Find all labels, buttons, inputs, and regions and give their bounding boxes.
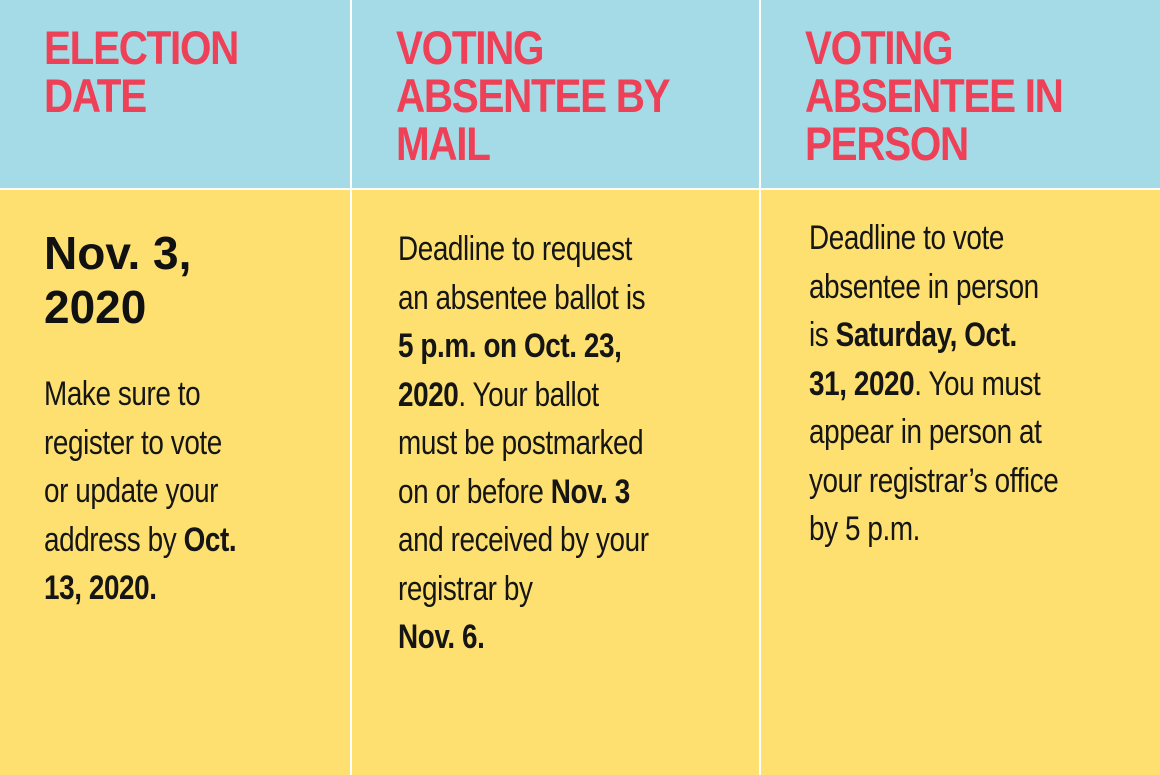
emphasized-text: 31, 2020	[809, 364, 915, 403]
text-line	[44, 516, 282, 565]
text-segment: Deadline to request	[398, 230, 633, 268]
text-segment: by 5 p.m.	[809, 510, 920, 548]
emphasized-text: Nov. 3	[550, 472, 630, 511]
text-line	[44, 467, 282, 516]
emphasized-text: Oct.	[183, 520, 237, 559]
text-line	[44, 419, 282, 468]
text-line	[809, 457, 1129, 506]
absentee-mail-description	[398, 225, 726, 662]
text-line	[809, 408, 1129, 457]
emphasized-text: Nov. 6.	[398, 618, 485, 656]
election-date-description	[44, 370, 282, 613]
emphasized-text: 5 p.m. on Oct. 23,	[398, 327, 622, 365]
text-line	[398, 419, 726, 468]
column-title-absentee-by-mail: VOTING ABSENTEE BY MAIL	[396, 21, 670, 170]
text-line	[398, 565, 726, 614]
text-line	[398, 274, 726, 323]
text-line	[809, 360, 1129, 409]
text-segment: and received by your	[398, 521, 649, 559]
text-segment: on or before	[398, 472, 551, 511]
text-segment: is	[809, 316, 836, 354]
text-segment: . You must	[914, 364, 1041, 403]
text-segment: your registrar’s office	[809, 461, 1059, 500]
text-segment: appear in person at	[809, 413, 1042, 451]
emphasized-text: Saturday, Oct.	[835, 316, 1017, 354]
absentee-in-person-description	[809, 214, 1129, 554]
text-line	[44, 564, 282, 613]
column-title-election-date: ELECTION DATE	[44, 21, 239, 122]
header-voting-absentee-in-person	[761, 0, 1160, 190]
text-line	[398, 225, 726, 274]
text-segment: Deadline to vote	[809, 219, 1004, 257]
text-segment: absentee in person	[809, 267, 1039, 306]
text-line	[398, 468, 726, 517]
text-segment: register to vote	[44, 423, 222, 462]
text-segment: must be postmarked	[398, 424, 644, 462]
text-segment: registrar by	[398, 569, 533, 608]
header-voting-absentee-by-mail	[352, 0, 761, 190]
text-line	[809, 263, 1129, 312]
text-line	[398, 613, 726, 662]
text-line	[809, 311, 1129, 360]
text-line	[398, 516, 726, 565]
election-date-value: Nov. 3, 2020	[44, 227, 192, 333]
emphasized-text: 2020	[398, 375, 459, 414]
text-segment: address by	[44, 520, 184, 559]
text-line	[398, 371, 726, 420]
text-line	[398, 322, 726, 371]
emphasized-text: 13, 2020.	[44, 569, 157, 607]
text-line	[809, 505, 1129, 554]
text-line	[809, 214, 1129, 263]
text-line	[44, 370, 282, 419]
text-segment: Make sure to	[44, 375, 201, 413]
column-title-absentee-in-person: VOTING ABSENTEE IN PERSON	[805, 21, 1063, 170]
text-segment: or update your	[44, 472, 219, 510]
text-segment: . Your ballot	[458, 375, 599, 414]
header-election-date	[0, 0, 352, 190]
text-segment: an absentee ballot is	[398, 278, 646, 317]
